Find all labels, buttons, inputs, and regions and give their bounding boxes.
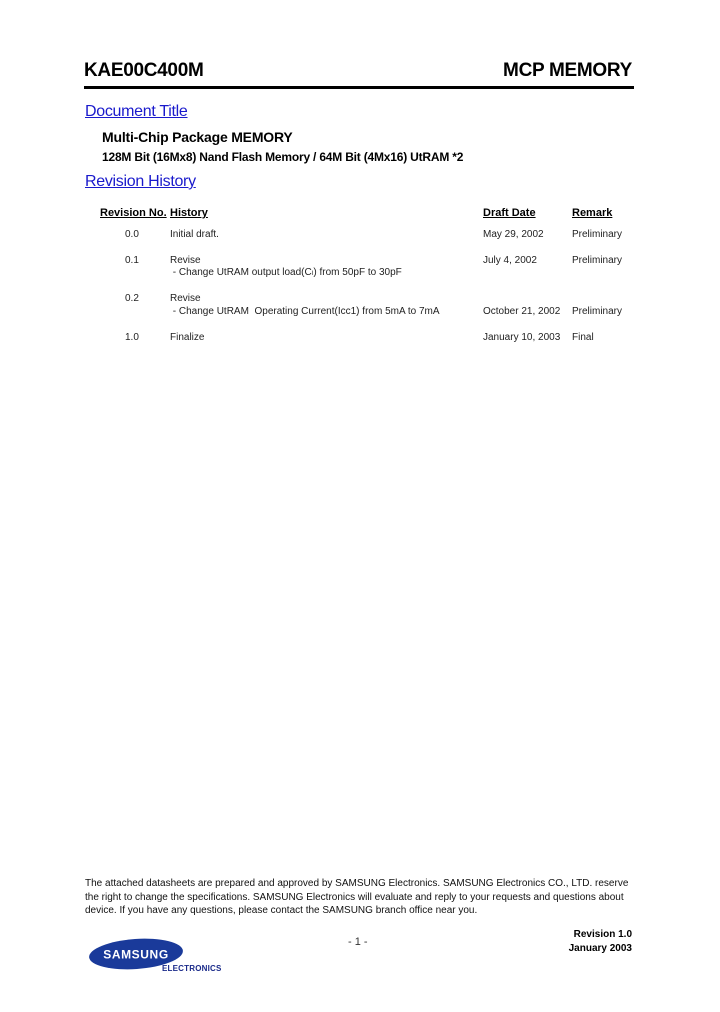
- history-text: Finalize: [170, 332, 205, 343]
- revision-number: 1.0: [125, 332, 139, 343]
- column-header-draft-date: Draft Date: [483, 207, 536, 219]
- document-subtitle: 128M Bit (16Mx8) Nand Flash Memory / 64M Bit (4Mx16) UtRAM *2: [102, 150, 464, 164]
- draft-date: October 21, 2002: [483, 306, 561, 317]
- part-number: KAE00C400M: [84, 60, 204, 81]
- revision-number: 0.1: [125, 255, 139, 266]
- document-title-heading: Document Title: [85, 103, 188, 120]
- revision-date: January 2003: [568, 943, 632, 954]
- document-title: Multi-Chip Package MEMORY: [102, 129, 293, 145]
- remark: Preliminary: [572, 306, 623, 317]
- history-detail: - Change UtRAM Operating Current(Icc1) from 5mA to 7mA: [170, 306, 440, 317]
- remark: Preliminary: [572, 229, 623, 240]
- column-header-remark: Remark: [572, 207, 613, 219]
- remark: Preliminary: [572, 255, 623, 266]
- draft-date: January 10, 2003: [483, 332, 561, 343]
- history-text: Initial draft.: [170, 229, 219, 240]
- column-header-history: History: [170, 207, 208, 219]
- logo-subtext: ELECTRONICS: [162, 964, 222, 973]
- history-text: Revise: [170, 255, 201, 266]
- remark: Final: [572, 332, 594, 343]
- draft-date: May 29, 2002: [483, 229, 544, 240]
- document-category: MCP MEMORY: [503, 60, 632, 81]
- column-header-revision: Revision No.: [100, 207, 167, 219]
- logo-wordmark: SAMSUNG: [103, 947, 169, 962]
- revision-number: 0.0: [125, 229, 139, 240]
- disclaimer-note: The attached datasheets are prepared and approved by SAMSUNG Electronics. SAMSUNG Electronics CO., LTD. reserve the right to change the specifications. SAMSUNG Electronics will evaluate and reply to your requests and questions about device. If you have any questions, please contact the SAMSUNG branch office near you.: [85, 878, 629, 916]
- page-number: - 1 -: [348, 936, 368, 948]
- header-divider: [84, 86, 634, 89]
- revision-number: 0.2: [125, 293, 139, 304]
- revision-label: Revision 1.0: [573, 929, 632, 940]
- history-detail: - Change UtRAM output load(Cₗ) from 50pF to 30pF: [170, 267, 402, 278]
- revision-history-heading: Revision History: [85, 173, 196, 190]
- history-text: Revise: [170, 293, 201, 304]
- draft-date: July 4, 2002: [483, 255, 537, 266]
